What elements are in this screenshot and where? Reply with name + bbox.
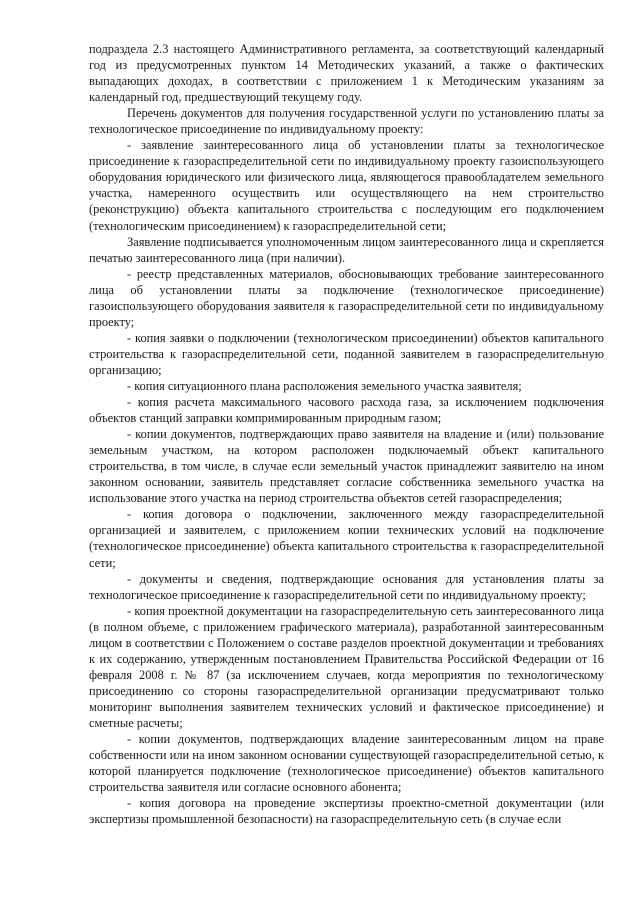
paragraph-continuation: подраздела 2.3 настоящего Административного регламента, за соответствующий календарный год из предусмотренных пунктом 14 Методических указаний, а также о фактических выпадающих доходах, в соответствии с приложением 1 к Методическим указаниям за календарный год, предшествующий текущему году. bbox=[89, 42, 604, 105]
paragraph-documents-list-intro: Перечень документов для получения государственной услуги по установлению платы за технологическое присоединение по индивидуальному проекту: bbox=[89, 106, 604, 137]
list-item-application: - заявление заинтересованного лица об установлении платы за технологическое присоединение к газораспределительной сети по индивидуальному проекту газоиспользующего оборудования юридического или физического лица, являющегося правообладателем земельного участка, намеренного осуществить или осуществляющего на нем строительство (реконструкцию) объекта капитального строительства с последующим его подключением (технологическим присоединением) к газораспределительной сети; bbox=[89, 138, 604, 233]
list-item-fee-basis-docs: - документы и сведения, подтверждающие основания для установления платы за технологическое присоединение к газораспределительной сети по индивидуальному проекту; bbox=[89, 571, 604, 602]
list-item-land-rights-docs: - копии документов, подтверждающих право заявителя на владение и (или) пользование земельным участком, на котором расположен подключаемый объект капитального строительства, в том числе, в случае если земельный участок принадлежит заявителю на ином законном основании, заявитель представляет согласие собственника земельного участка на использование этого участка на период строительства объектов сетей газораспределения; bbox=[89, 427, 604, 506]
list-item-project-documentation: - копия проектной документации на газораспределительную сеть заинтересованного лица (в полном объеме, с приложением графического материала), разработанной заинтересованным лицом в соответствии с Положением о составе разделов проектной документации и требованиях к их содержанию, утвержденным постановлением Правительства Российской Федерации от 16 февраля 2008 г. № 87 (за исключением случаев, когда мероприятия по технологическому присоединению со стороны газораспределительной организации предусматривают только мониторинг выполнения заявителем технических условий и фактическое присоединение) и сметные расчеты; bbox=[89, 603, 604, 730]
list-item-materials-registry: - реестр представленных материалов, обосновывающих требование заинтересованного лица об установлении платы за подключение (технологическое присоединение) газоиспользующего оборудования заявителя к газораспределительной сети по индивидуальному проекту; bbox=[89, 266, 604, 329]
list-item-connection-contract: - копия договора о подключении, заключенного между газораспределительной организацией и заявителем, с приложением копии технических условий на подключение (технологическое присоединение) объекта капитального строительства к газораспределительной сети; bbox=[89, 507, 604, 570]
paragraph-application-signature: Заявление подписывается уполномоченным лицом заинтересованного лица и скрепляется печатью заинтересованного лица (при наличии). bbox=[89, 234, 604, 265]
list-item-connection-request-copy: - копия заявки о подключении (технологическом присоединении) объектов капитального строительства к газораспределительной сети, поданной заявителем в газораспределительную организацию; bbox=[89, 330, 604, 377]
list-item-expertise-contract: - копия договора на проведение экспертизы проектно-сметной документации (или экспертизы промышленной безопасности) на газораспределительную сеть (в случае если bbox=[89, 796, 604, 827]
list-item-network-ownership-docs: - копии документов, подтверждающих владение заинтересованным лицом на праве собственности или на ином законном основании существующей газораспределительной сетью, к которой планируется подключение (технологическое присоединение) объектов капитального строительства заявителя или согласие основного абонента; bbox=[89, 732, 604, 795]
list-item-site-plan-copy: - копия ситуационного плана расположения земельного участка заявителя; bbox=[127, 378, 522, 393]
list-item-gas-consumption-calc: - копия расчета максимального часового расхода газа, за исключением подключения объектов станций заправки компримированным природным газом; bbox=[89, 395, 604, 426]
